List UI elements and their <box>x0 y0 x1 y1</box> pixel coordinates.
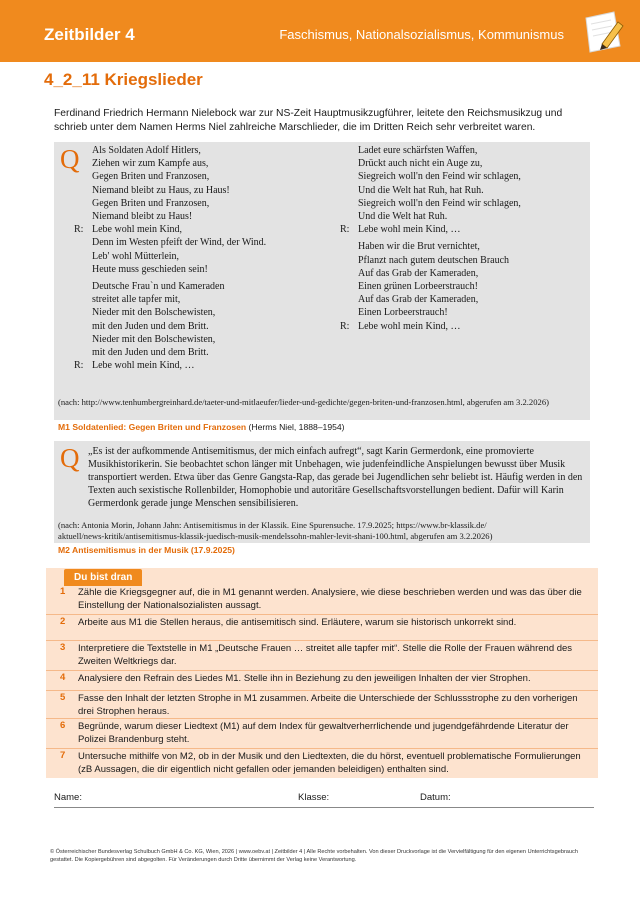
refrain-label <box>324 223 358 236</box>
task-item <box>46 584 598 615</box>
lyric-line: mit den Juden und dem Britt. <box>92 347 209 359</box>
lyric-line: Siegreich woll'n den Feind wir schlagen, <box>358 197 521 209</box>
task-text: Analysiere den Refrain des Liedes M1. Stelle ihn in Beziehung zu den jeweiligen Inhalten der vier Strophen. <box>78 673 531 684</box>
m1-source: (nach: http://www.tenhumbergreinhard.de/taeter-und-mitlaeufer/lieder-und-gedichte/gegen-briten-und-franzosen.html, abgerufen am 3.2.2026) <box>58 397 549 407</box>
lyric-line: Denn im Westen pfeift der Wind, der Wind. <box>92 237 267 249</box>
page-title: 4_2_11 Kriegslieder <box>44 70 203 89</box>
lyric-line: Leb' wohl Mütterlein, <box>92 250 180 262</box>
name-field-label: Name: <box>54 792 82 803</box>
lyric-line: Drückt auch nicht ein Auge zu, <box>358 158 483 170</box>
lyric-line: Gegen Briten und Franzosen, <box>92 171 210 183</box>
lyric-line: Als Soldaten Adolf Hitlers, <box>92 145 201 156</box>
lyric-line: Und die Welt hat Ruh, hat Ruh. <box>358 184 484 196</box>
m2-quote-mark: Q <box>60 443 80 473</box>
refrain-line <box>58 223 266 236</box>
lyric-line: Nieder mit den Bolschewisten, <box>92 333 216 345</box>
refrain-line <box>324 320 521 333</box>
task-number: 6 <box>60 720 66 731</box>
m1-lyrics-left <box>58 144 266 372</box>
lyric-line: Ziehen wir zum Kampfe aus, <box>92 158 209 170</box>
task-number: 1 <box>60 586 66 597</box>
class-field-label: Klasse: <box>298 792 330 803</box>
task-number: 5 <box>60 692 66 703</box>
lyric-line: streitet alle tapfer mit, <box>92 294 181 306</box>
task-text: Zähle die Kriegsgegner auf, die in M1 genannt werden. Analysiere, wie diese beschrieben werden und was das über die Einstellung der Nationalsozialisten aussagt. <box>78 587 582 612</box>
header-topic: Faschismus, Nationalsozialismus, Kommunismus <box>279 27 564 42</box>
m1-caption-author: (Herms Niel, 1888–1954) <box>248 422 345 432</box>
m1-quote-mark: Q <box>60 144 80 174</box>
task-number: 7 <box>60 750 66 761</box>
refrain-label <box>324 320 358 333</box>
refrain-text: Lebe wohl mein Kind, <box>92 224 182 236</box>
lyric-line: Niemand bleibt zu Haus, zu Haus! <box>92 184 230 196</box>
refrain-text: Lebe wohl mein Kind, … <box>358 320 461 332</box>
refrain-label-text: R: <box>340 224 350 236</box>
m2-caption: M2 Antisemitismus in der Musik (17.9.2025) <box>58 545 235 555</box>
tasks-tab-label: Du bist dran <box>64 569 142 586</box>
task-number: 3 <box>60 642 66 653</box>
date-field-label: Datum: <box>420 792 451 803</box>
page-header <box>0 0 640 62</box>
m1-caption-label: M1 Soldatenlied: Gegen Briten und Franzosen <box>58 422 247 432</box>
lyric-line: mit den Juden und dem Britt. <box>92 320 209 332</box>
task-text: Interpretiere die Textstelle in M1 „Deutsche Frauen … streitet alle tapfer mit“. Stelle die Rolle der Frauen während des Zweiten Weltkriegs dar. <box>78 643 573 668</box>
fields-rule <box>54 807 594 808</box>
lyric-line: Gegen Briten und Franzosen, <box>92 197 210 209</box>
task-text: Fasse den Inhalt der letzten Strophe in M1 zusammen. Arbeite die Unterschiede der Schlussstrophe zu den vorherigen drei Strophen heraus. <box>78 693 578 718</box>
refrain-label-text: R: <box>74 360 84 372</box>
m2-source-line-2: aktuell/news-kritik/antisemitismus-klassik-juedisch-musik-mendelssohn-mahler-levit-shani-100.html, abgerufen am 3.2.2026) <box>58 531 493 541</box>
m1-lyrics-right <box>324 144 521 333</box>
refrain-text: Lebe wohl mein Kind, … <box>92 360 195 372</box>
intro-text: Ferdinand Friedrich Hermann Nielebock war zur NS-Zeit Hauptmusikzugführer, leitete den Reichsmusikzug und schrieb unter dem Namen Herms Niel zahlreiche Marschlieder, die im Dritten Reich sehr verbreitet waren. <box>54 108 563 133</box>
pencil-note-icon <box>580 8 626 56</box>
lyric-line: Einen Lorbeerstrauch! <box>358 307 448 319</box>
m2-source-line-1: (nach: Antonia Morin, Johann Jahn: Antisemitismus in der Klassik. Eine Spurensuche. 17.9.2025; https://www.br-klassik.de/ <box>58 520 487 530</box>
m2-source <box>58 520 593 542</box>
task-item <box>46 670 598 691</box>
task-text: Begründe, warum dieser Liedtext (M1) auf dem Index für gewaltverherrlichende und jugendgefährdende Literatur der Polizei Brandenburg steht. <box>78 721 569 746</box>
lyric-line: Einen grünen Lorbeerstrauch! <box>358 281 478 293</box>
lyric-line: Haben wir die Brut vernichtet, <box>358 241 480 253</box>
refrain-text: Lebe wohl mein Kind, … <box>358 224 461 236</box>
lyric-line: Nieder mit den Bolschewisten, <box>92 307 216 319</box>
lyric-line: Heute muss geschieden sein! <box>92 263 208 275</box>
lyric-line: Deutsche Frau`n und Kameraden <box>92 281 225 293</box>
refrain-line <box>324 223 521 236</box>
task-item <box>46 614 598 641</box>
lyric-line: Auf das Grab der Kameraden, <box>358 267 479 279</box>
task-text: Arbeite aus M1 die Stellen heraus, die antisemitisch sind. Erläutere, warum sie historisch unkorrekt sind. <box>78 617 517 628</box>
task-item <box>46 640 598 671</box>
task-item <box>46 718 598 749</box>
header-brand: Zeitbilder 4 <box>44 25 135 44</box>
task-text: Untersuche mithilfe von M2, ob in der Musik und den Liedtexten, die du hörst, eventuell problematische Formulierungen (zB Aussagen, die dir eigentlich nicht gefallen oder jemanden beleidigen) enthalten sind. <box>78 751 581 776</box>
task-item <box>46 690 598 719</box>
refrain-label <box>58 359 92 372</box>
lyric-line: Siegreich woll'n den Feind wir schlagen, <box>358 171 521 183</box>
lyric-line: Pflanzt nach gutem deutschen Brauch <box>358 254 510 266</box>
task-number: 2 <box>60 616 66 627</box>
refrain-line <box>58 359 266 372</box>
refrain-label-text: R: <box>340 320 350 332</box>
lyric-line: Ladet eure schärfsten Waffen, <box>358 145 478 156</box>
task-number: 4 <box>60 672 66 683</box>
footer-copyright: © Österreichischer Bundesverlag Schulbuch GmbH & Co. KG, Wien, 2026 | www.oebv.at | Zeitbilder 4 | Alle Rechte vorbehalten. Von dieser Druckvorlage ist die Vervielfältigung für den eigenen Unterrichtsgebrauch gestattet. Die Kopiergebühren sind abgegolten. Für Veränderungen durch Dritte übernimmt der Verlag keine Verantwortung. <box>50 849 578 863</box>
refrain-label <box>58 223 92 236</box>
m1-caption <box>58 422 345 432</box>
task-item <box>46 748 598 778</box>
refrain-label-text: R: <box>74 224 84 236</box>
lyric-line: Auf das Grab der Kameraden, <box>358 294 479 306</box>
m2-text: „Es ist der aufkommende Antisemitismus, der mich einfach aufregt“, sagt Karin Germerdonk, eine promovierte Musikhistorikerin. Sie beobachtet schon länger mit Unbehagen, wie judenfeindliche Anspielungen bewusst über Musik transportiert werden. Etwa über das Genre Gangsta-Rap, das gerade bei Jugendlichen sehr beliebt ist. Häufig werden in den Texten auch sexistische Rollenbilder, Homophobie und autoritäre Gesellschaftsvorstellungen bedient. Dafür will Karin Germerdonk gerade junge Menschen sensibilisieren. <box>88 446 583 509</box>
lyric-line: Und die Welt hat Ruh. <box>358 211 448 223</box>
lyric-line: Niemand bleibt zu Haus! <box>92 211 193 223</box>
